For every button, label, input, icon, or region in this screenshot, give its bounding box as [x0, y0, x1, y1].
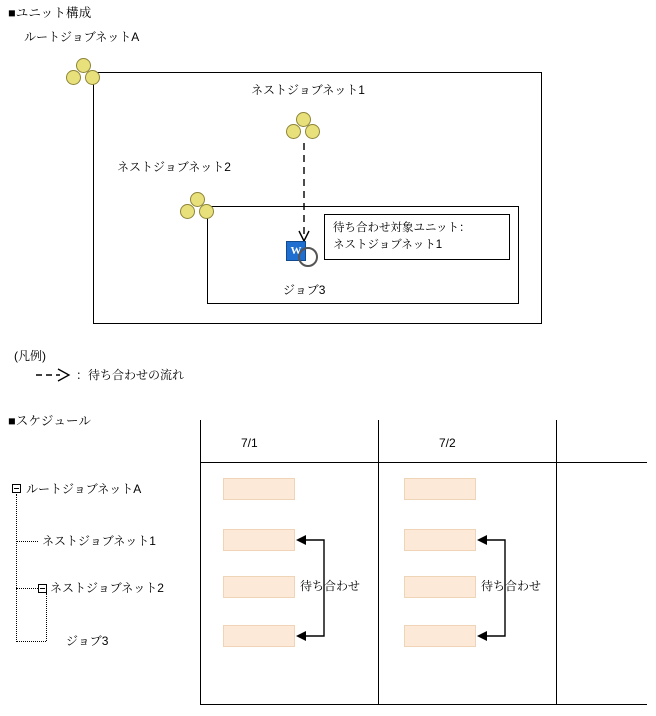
- callout-line-2: ネストジョブネット1: [333, 238, 443, 251]
- schedule-title: ■スケジュール: [8, 414, 92, 428]
- schedule-date-header-1: 7/2: [439, 436, 456, 450]
- job-icon-letter: W: [286, 241, 306, 261]
- legend-title: (凡例): [14, 349, 46, 363]
- schedule-date-header-0: 7/1: [241, 436, 258, 450]
- legend-entry-label: ：待ち合わせの流れ: [76, 368, 185, 382]
- unit-structure-title: ■ユニット構成: [8, 6, 92, 20]
- schedule-row-label-0: ルートジョブネットA: [26, 482, 142, 496]
- schedule-row-label-2: ネストジョブネット2: [50, 581, 164, 595]
- wait-label-day2: 待ち合わせ: [481, 579, 542, 593]
- root-jobnet-label: ルートジョブネットA: [24, 30, 140, 44]
- job3-label: ジョブ3: [283, 283, 326, 297]
- nest-jobnet2-label: ネストジョブネット2: [117, 160, 231, 174]
- callout-line-1: 待ち合わせ対象ユニット：: [333, 222, 471, 234]
- wait-label-day1: 待ち合わせ: [300, 579, 361, 593]
- schedule-row-label-3: ジョブ3: [66, 634, 109, 648]
- schedule-row-label-1: ネストジョブネット1: [42, 534, 156, 548]
- nest-jobnet1-label: ネストジョブネット1: [251, 83, 365, 97]
